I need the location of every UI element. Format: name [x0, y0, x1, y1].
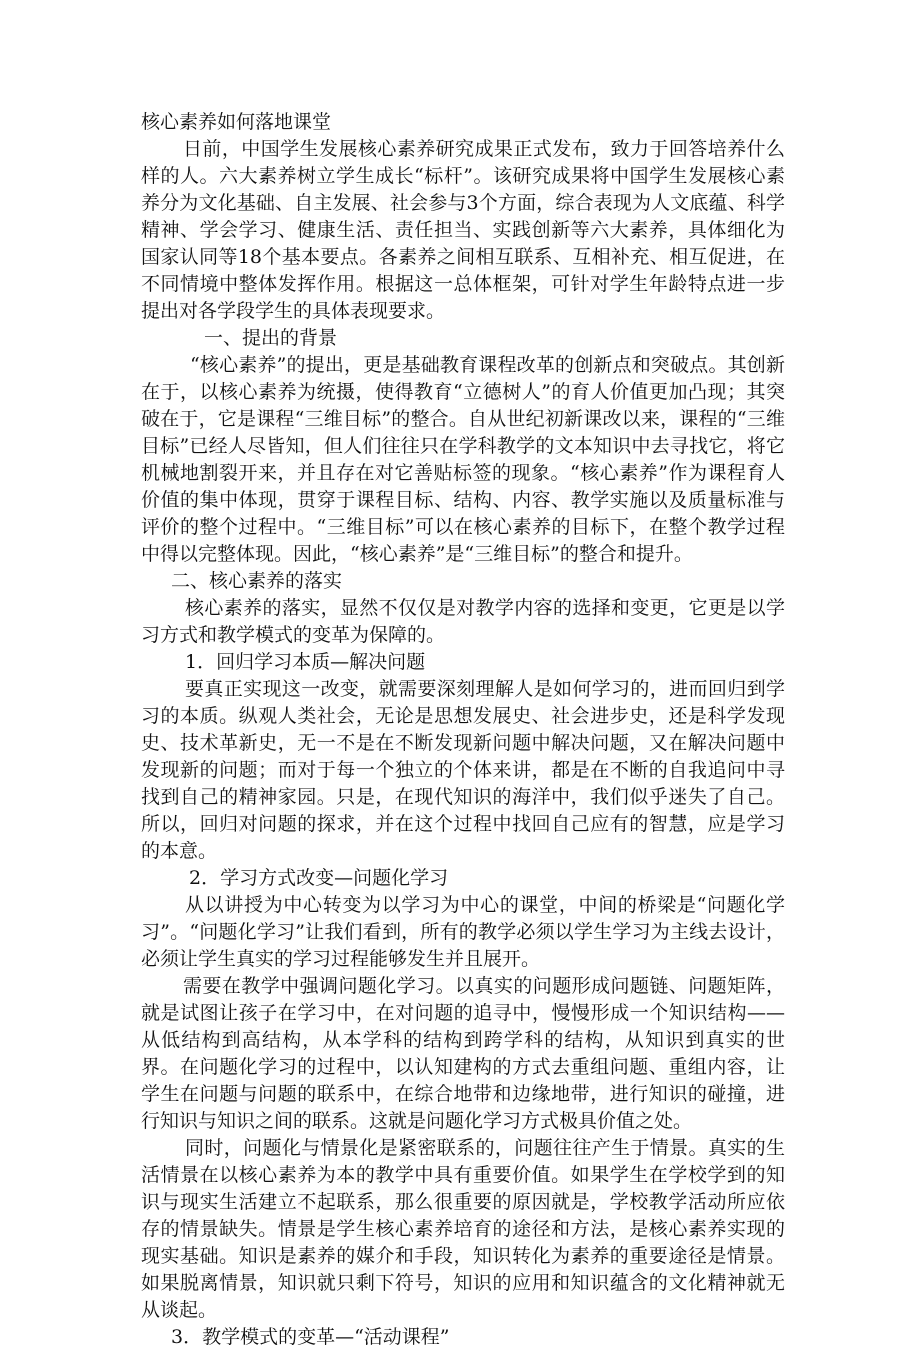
subsection-2-paragraph-1: 从以讲授为中心转变为以学习为中心的课堂，中间的桥梁是“问题化学习”。“问题化学习”让我们看到，所有的教学必须以学生学习为主线去设计，必须让学生真实的学习过程能够发生并且展开。 [141, 894, 785, 970]
intro-paragraph: 日前，中国学生发展核心素养研究成果正式发布，致力于回答培养什么样的人。六大素养树立学生成长“标杆”。该研究成果将中国学生发展核心素养分为文化基础、自主发展、社会参与3个方面，综合表现为人文底蕴、科学精神、学会学习、健康生活、责任担当、实践创新等六大素养，具体细化为国家认同等18个基本要点。各素养之间相互联系、互相补充、相互促进，在不同情境中整体发挥作用。根据这一总体框架，可针对学生年龄特点进一步提出对各学段学生的具体表现要求。 [141, 138, 785, 322]
section-heading-implementation: 二、核心素养的落实 [171, 570, 343, 592]
subsection-1-paragraph: 要真正实现这一改变，就需要深刻理解人是如何学习的，进而回归到学习的本质。纵观人类社会，无论是思想发展史、社会进步史，还是科学发现史、技术革新史，无一不是在不断发现新问题中解决问题，又在解决问题中发现新的问题；而对于每一个独立的个体来讲，都是在不断的自我追问中寻找到自己的精神家园。只是，在现代知识的海洋中，我们似乎迷失了自己。所以，回归对问题的探求，并在这个过程中找回自己应有的智慧，应是学习的本意。 [141, 678, 785, 862]
document-title: 核心素养如何落地课堂 [141, 111, 332, 133]
document-body [141, 109, 785, 1351]
section-background-paragraph: “核心素养”的提出，更是基础教育课程改革的创新点和突破点。其创新在于，以核心素养为统摄，使得教育“立德树人”的育人价值更加凸现；其突破在于，它是课程“三维目标”的整合。自从世纪初新课改以来，课程的“三维目标”已经人尽皆知，但人们往往只在学科教学的文本知识中去寻找它，将它机械地割裂开来，并且存在对它善贴标签的现象。“核心素养”作为课程育人价值的集中体现，贯穿于课程目标、结构、内容、教学实施以及质量标准与评价的整个过程中。“三维目标”可以在核心素养的目标下，在整个教学过程中得以完整体现。因此，“核心素养”是“三维目标”的整合和提升。 [141, 354, 785, 565]
subsection-heading-2: 2．学习方式改变—问题化学习 [189, 867, 449, 889]
subsection-2-paragraph-2: 需要在教学中强调问题化学习。以真实的问题形成问题链、问题矩阵，就是试图让孩子在学习中，在对问题的追寻中，慢慢形成一个知识结构——从低结构到高结构，从本学科的结构到跨学科的结构，从知识到真实的世界。在问题化学习的过程中，以认知建构的方式去重组问题、重组内容，让学生在问题与问题的联系中，在综合地带和边缘地带，进行知识的碰撞，进行知识与知识之间的联系。这就是问题化学习方式极具价值之处。 [141, 975, 785, 1132]
subsection-2-paragraph-3: 同时，问题化与情景化是紧密联系的，问题往往产生于情景。真实的生活情景在以核心素养为本的教学中具有重要价值。如果学生在学校学到的知识与现实生活建立不起联系，那么很重要的原因就是，学校教学活动所应依存的情景缺失。情景是学生核心素养培育的途径和方法，是核心素养实现的现实基础。知识是素养的媒介和手段，知识转化为素养的重要途径是情景。如果脱离情景，知识就只剩下符号，知识的应用和知识蕴含的文化精神就无从谈起。 [141, 1137, 785, 1321]
section-heading-background: 一、提出的背景 [204, 327, 338, 349]
section-implementation-paragraph: 核心素养的落实，显然不仅仅是对教学内容的选择和变更，它更是以学习方式和教学模式的变革为保障的。 [141, 597, 785, 646]
subsection-heading-1: 1．回归学习本质—解决问题 [185, 651, 426, 673]
subsection-heading-3: 3．教学模式的变革—“活动课程” [171, 1326, 450, 1348]
